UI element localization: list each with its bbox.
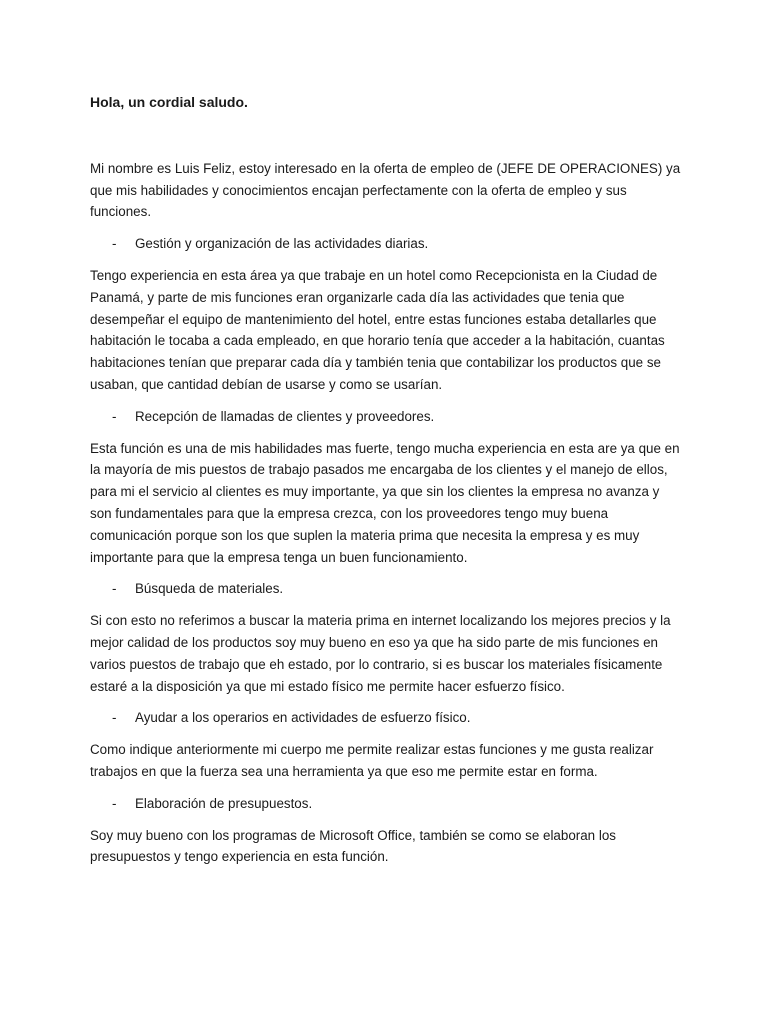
paragraph-budgets: Soy muy bueno con los programas de Microsoft Office, también se como se elaboran los presupuestos y tengo experiencia en esta función. <box>90 827 616 865</box>
bullet-item-materials <box>90 578 682 600</box>
bullet-item-physical-work <box>90 707 682 729</box>
bullet-label: Gestión y organización de las actividades diarias. <box>135 236 429 252</box>
bullet-dash: - <box>112 408 117 424</box>
paragraph-daily-activities: Tengo experiencia en esta área ya que trabaje en un hotel como Recepcionista en la Ciudad de Panamá, y parte de mis funciones eran organizarle cada día las actividades que tenia que desempeñar el equipo de mantenimiento del hotel, entre estas funciones estaba detallarles que habitación le tocaba a cada empleado, en que horario tenía que acceder a la habitación, cuantas habitaciones tenían que preparar cada día y también tenia que contabilizar los productos que se usaban, que cantidad debían de usarse y como se usarían. <box>90 267 665 392</box>
intro-paragraph: Mi nombre es Luis Feliz, estoy interesado en la oferta de empleo de (JEFE DE OPERACIONES) ya que mis habilidades y conocimientos encajan perfectamente con la oferta de empleo y sus funciones. <box>90 160 681 220</box>
bullet-label: Elaboración de presupuestos. <box>135 795 313 811</box>
bullet-label: Recepción de llamadas de clientes y proveedores. <box>135 408 435 424</box>
bullet-dash: - <box>112 795 117 811</box>
paragraph-physical-work: Como indique anteriormente mi cuerpo me permite realizar estas funciones y me gusta realizar trabajos en que la fuerza sea una herramienta ya que eso me permite estar en forma. <box>90 742 654 779</box>
letter-greeting: Hola, un cordial saludo. <box>90 94 248 110</box>
letter-body <box>90 92 682 878</box>
paragraph-materials: Si con esto no referimos a buscar la materia prima en internet localizando los mejores precios y la mejor calidad de los productos soy muy bueno en eso ya que ha sido parte de mis funciones en varios puestos de trabajo que eh estado, por lo contrario, si es buscar los materiales físicamente estaré a la disposición ya que mi estado físico me permite hacer esfuerzo físico. <box>90 613 671 694</box>
bullet-item-calls <box>90 406 682 428</box>
bullet-dash: - <box>112 581 117 597</box>
bullet-item-daily-activities <box>90 233 682 255</box>
bullet-dash: - <box>112 710 117 726</box>
bullet-item-budgets <box>90 793 682 815</box>
bullet-dash: - <box>112 236 117 252</box>
bullet-label: Búsqueda de materiales. <box>135 581 284 597</box>
bullet-label: Ayudar a los operarios en actividades de esfuerzo físico. <box>135 710 471 726</box>
paragraph-calls: Esta función es una de mis habilidades mas fuerte, tengo mucha experiencia en esta are ya que en la mayoría de mis puestos de trabajo pasados me encargaba de los clientes y el manejo de ellos, para mi el servicio al clientes es muy importante, ya que sin los clientes la empresa no avanza y son fundamentales para que la empresa crezca, con los proveedores tengo muy buena comunicación porque son los que suplen la materia prima que necesita la empresa y es muy importante para que la empresa tenga un buen funcionamiento. <box>90 440 680 565</box>
